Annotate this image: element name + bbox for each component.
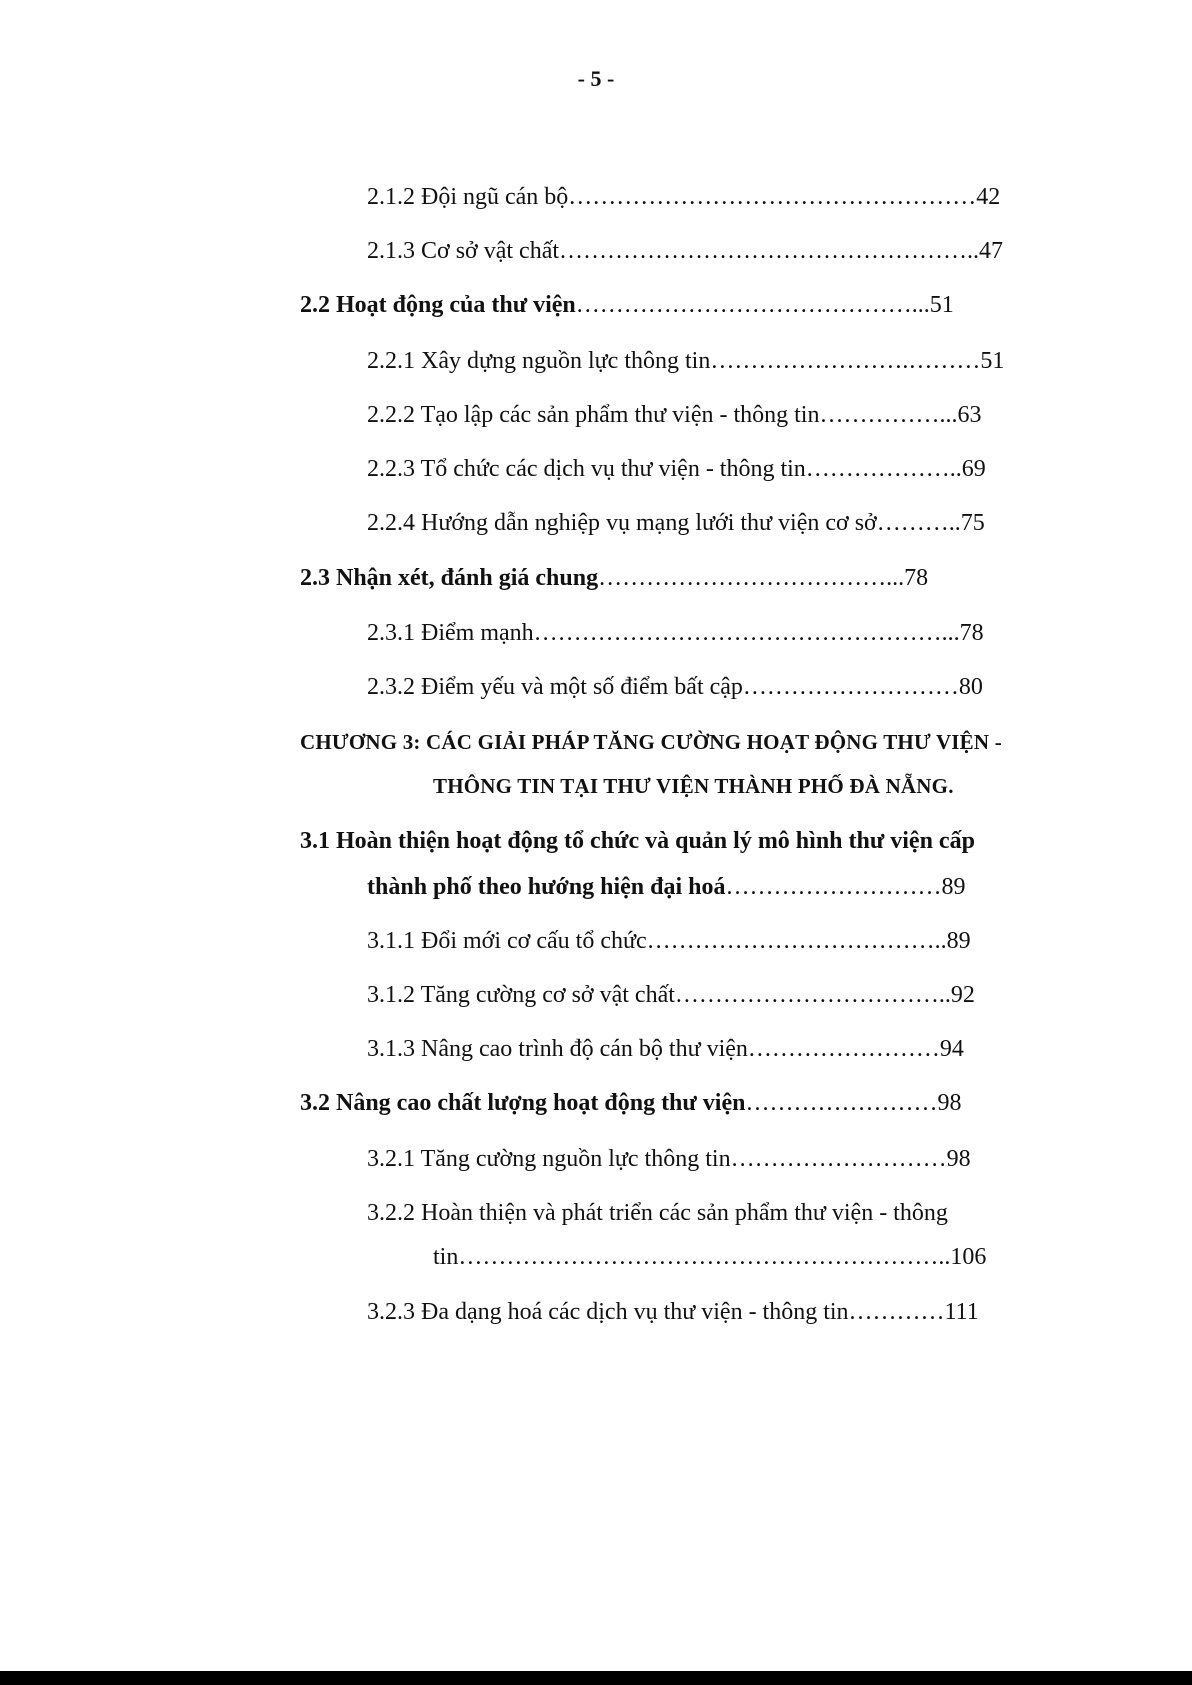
toc-entry-2-3-title: 2.3 Nhận xét, đánh giá chung	[300, 565, 599, 591]
toc-entry-2-2-title: 2.2 Hoạt động của thư viện	[300, 292, 576, 318]
toc-entry-2-2-3: 2.2.3 Tổ chức các dịch vụ thư viện - thông tin………………..69	[367, 456, 986, 482]
toc-entry-3-2-2-line-1: 3.2.2 Hoàn thiện và phát triển các sản phẩm thư viện - thông	[367, 1200, 948, 1226]
chapter-3-title-line-1: CHƯƠNG 3: CÁC GIẢI PHÁP TĂNG CƯỜNG HOẠT ĐỘNG THƯ VIỆN -	[300, 730, 1002, 754]
toc-entry-2-2	[300, 290, 954, 320]
toc-entry-3-2-3: 3.2.3 Đa dạng hoá các dịch vụ thư viện - thông tin…………111	[367, 1299, 979, 1325]
toc-entry-2-1-2: 2.1.2 Đội ngũ cán bộ……………………………………………42	[367, 184, 1001, 210]
toc-entry-3-1-leader: ………………………89	[725, 874, 966, 900]
page-number: - 5 -	[577, 66, 615, 91]
toc-entry-3-1-line-1: 3.1 Hoàn thiện hoạt động tổ chức và quản lý mô hình thư viện cấp	[300, 828, 975, 854]
chapter-3-title-line-2: THÔNG TIN TẠI THƯ VIỆN THÀNH PHỐ ĐÀ NẴNG.	[433, 774, 954, 798]
toc-entry-3-1-2: 3.1.2 Tăng cường cơ sở vật chất……………………………..92	[367, 982, 975, 1008]
toc-entry-3-2-title: 3.2 Nâng cao chất lượng hoạt động thư viện	[300, 1090, 746, 1116]
page-bottom-edge	[0, 1671, 1192, 1685]
toc-entry-2-3-1: 2.3.1 Điểm mạnh……………………………………………...78	[367, 620, 984, 646]
toc-entry-3-2	[300, 1088, 961, 1118]
toc-entry-3-2-2-line-2: tin……………………………………………………..106	[433, 1244, 987, 1270]
toc-entry-3-1-3: 3.1.3 Nâng cao trình độ cán bộ thư viện……………………94	[367, 1036, 964, 1062]
toc-entry-3-2-leader: ……………………98	[745, 1090, 962, 1116]
toc-entry-2-2-4: 2.2.4 Hướng dẫn nghiệp vụ mạng lưới thư viện cơ sở………..75	[367, 510, 985, 536]
toc-entry-3-1-line-2	[367, 872, 966, 902]
toc-entry-2-2-leader: ……………………………………...51	[575, 292, 954, 318]
toc-entry-2-2-2: 2.2.2 Tạo lập các sản phẩm thư viện - thông tin……………...63	[367, 402, 982, 428]
toc-entry-2-3-leader: ………………………………...78	[598, 565, 929, 591]
toc-entry-2-3-2: 2.3.2 Điểm yếu và một số điểm bất cập………………………80	[367, 674, 983, 700]
toc-entry-2-1-3: 2.1.3 Cơ sở vật chất……………………………………………..47	[367, 238, 1004, 264]
toc-entry-3-1-title: thành phố theo hướng hiện đại hoá	[367, 874, 726, 900]
toc-entry-3-1-1: 3.1.1 Đổi mới cơ cấu tổ chức………………………………..89	[367, 928, 971, 954]
toc-entry-3-2-1: 3.2.1 Tăng cường nguồn lực thông tin………………………98	[367, 1146, 971, 1172]
toc-entry-2-3	[300, 563, 928, 593]
toc-entry-2-2-1: 2.2.1 Xây dựng nguồn lực thông tin…………………….………51	[367, 348, 1005, 374]
